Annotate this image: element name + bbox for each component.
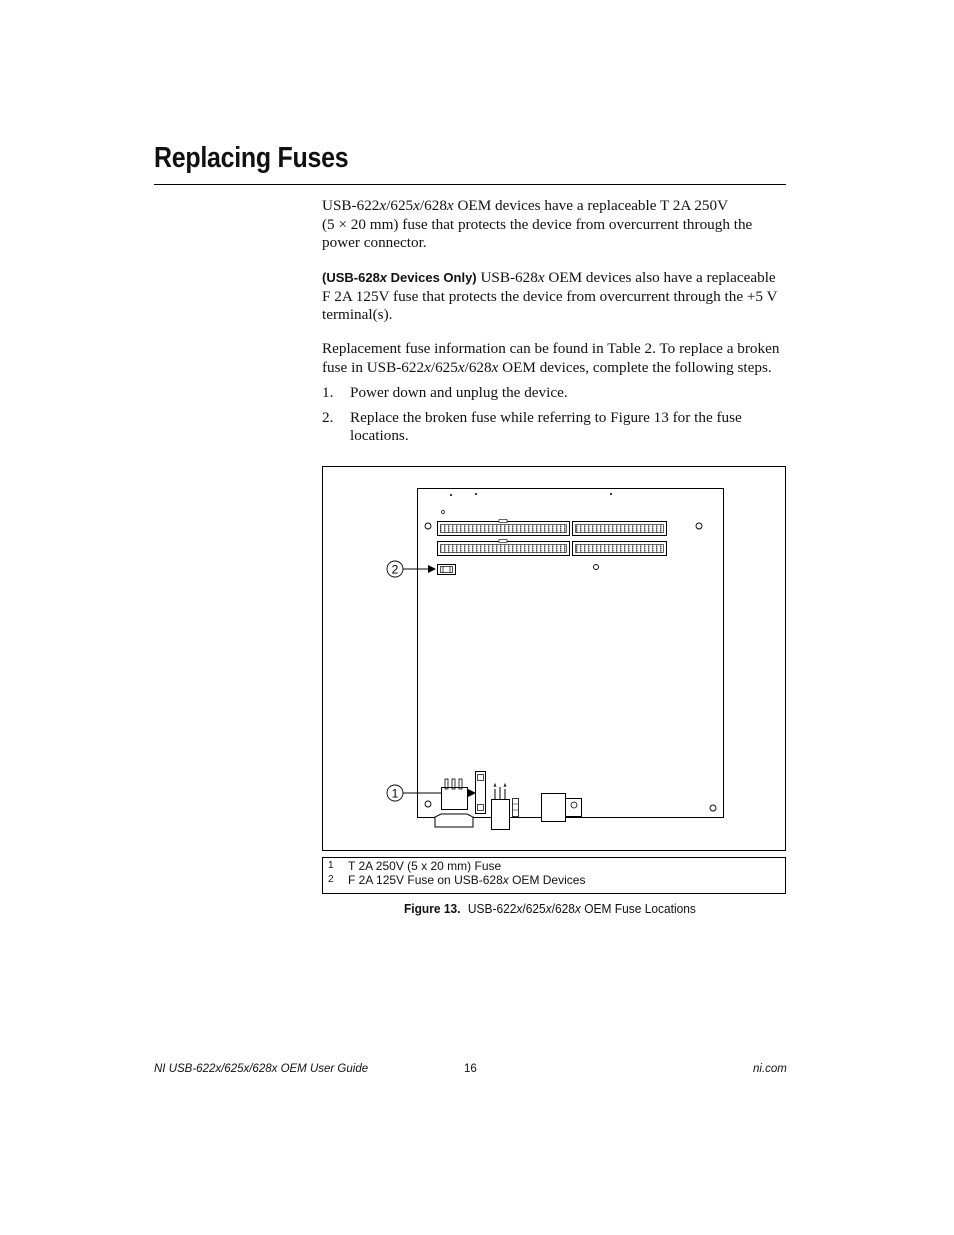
board-mark	[442, 511, 445, 514]
paragraph-replacement-info: Replacement fuse information can be found in Table 2. To replace a broken fuse in USB-622x/625x/628x OEM devices, complete the following steps.	[322, 340, 780, 376]
io-connector-left-bottom	[438, 540, 570, 556]
paragraph-628x-fuse: (USB-628x Devices Only) USB-628x OEM devices also have a replaceable F 2A 125V fuse that protects the device from overcurrent through the +5 V terminal(s).	[322, 269, 778, 324]
figure-13-box	[322, 466, 786, 851]
footer-page-number: 16	[464, 1063, 477, 1075]
power-jack	[492, 784, 510, 830]
paragraph-fuse-overview: USB-622x/625x/628x OEM devices have a replaceable T 2A 250V (5 × 20 mm) fuse that protects the device from overcurrent through the power connector.	[322, 197, 753, 252]
callout-1-label: 1	[391, 786, 399, 801]
step-text-continued: locations.	[350, 427, 409, 445]
figure-caption: Figure 13. USB-622x/625x/628x OEM Fuse Locations	[404, 901, 696, 916]
io-connector-right-top	[573, 522, 667, 536]
list-item	[322, 384, 788, 403]
step-text: Power down and unplug the device.	[350, 384, 568, 401]
fuse-t2a-250v	[476, 772, 486, 814]
steps-list	[322, 384, 788, 446]
io-connector-left-top	[438, 520, 570, 536]
step-number: 1.	[322, 384, 334, 401]
title-rule	[154, 184, 786, 185]
mounting-hole	[594, 565, 599, 570]
board-mark	[610, 493, 612, 495]
legend-number: 2	[328, 874, 334, 885]
figure-legend	[322, 857, 786, 894]
fuse-f2a-125v	[438, 565, 456, 575]
paragraph-lead-in: (USB-628x Devices Only)	[322, 270, 477, 285]
mounting-hole	[710, 805, 716, 811]
callout-2	[387, 561, 435, 577]
step-text: Replace the broken fuse while referring to Figure 13 for the fuse	[350, 408, 742, 426]
mounting-hole	[425, 801, 431, 807]
legend-text: T 2A 250V (5 x 20 mm) Fuse	[348, 859, 502, 873]
footer-website: ni.com	[753, 1063, 787, 1075]
board-mark	[475, 493, 477, 495]
legend-text: F 2A 125V Fuse on USB-628x OEM Devices	[348, 873, 586, 887]
led-indicator	[513, 799, 519, 817]
board-diagram	[323, 467, 785, 850]
footer-guide-title: NI USB-622x/625x/628x OEM User Guide	[154, 1063, 369, 1075]
mounting-hole	[696, 523, 702, 529]
io-connector-right-bottom	[573, 542, 667, 556]
list-item	[322, 409, 788, 446]
page-title: Replacing Fuses	[154, 142, 349, 174]
callout-2-label: 2	[391, 562, 399, 577]
mounting-hole	[425, 523, 431, 529]
step-number: 2.	[322, 408, 334, 426]
pcb-outline	[418, 489, 724, 818]
power-switch	[435, 779, 473, 827]
board-mark	[450, 494, 452, 496]
legend-number: 1	[328, 860, 334, 871]
